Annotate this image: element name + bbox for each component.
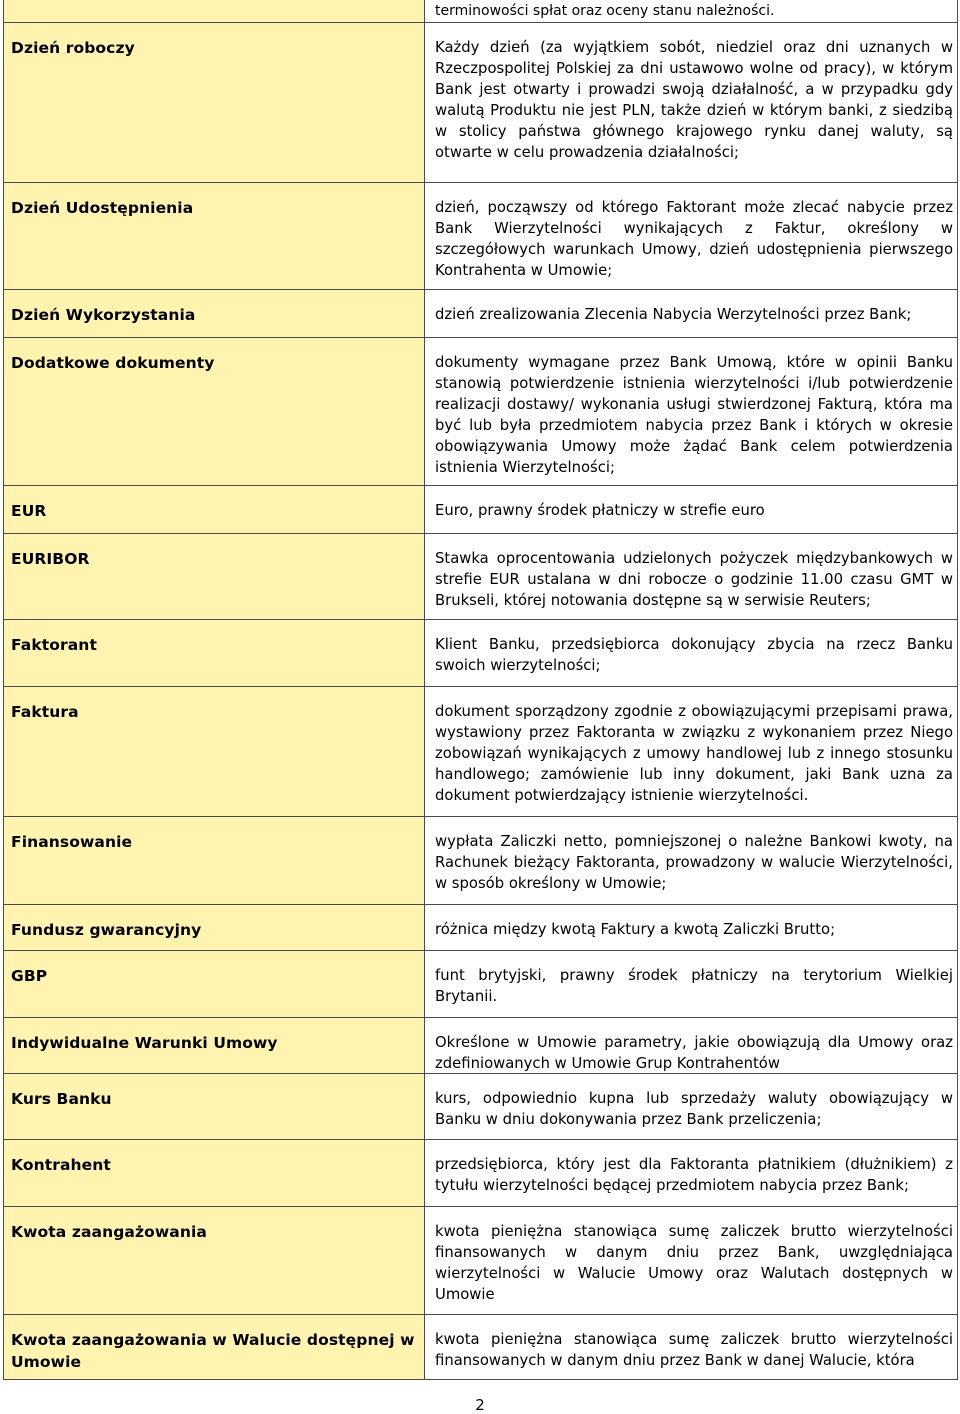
term: Fundusz gwarancyjny — [11, 921, 202, 939]
page-number: 2 — [475, 1396, 485, 1414]
term: Kwota zaangażowania — [11, 1223, 207, 1241]
definition: dzień zrealizowania Zlecenia Nabycia Werzytelności przez Bank; — [435, 306, 912, 323]
term: Faktura — [11, 703, 79, 721]
table-border — [3, 0, 958, 1380]
definition: Określone w Umowie parametry, jakie obowiązują dla Umowy oraz zdefiniowanych w Umowie Grup Kontrahentów — [435, 1034, 953, 1072]
definition: funt brytyjski, prawny środek płatniczy na terytorium Wielkiej Brytanii. — [435, 967, 953, 1005]
definition: Stawka oprocentowania udzielonych pożyczek międzybankowych w strefie EUR ustalana w dni robocze o godzinie 11.00 czasu GMT w Brukseli, której notowania dostępne są w serwisie Reuters; — [435, 550, 953, 609]
term: EURIBOR — [11, 550, 90, 568]
definition: dzień, począwszy od którego Faktorant może zlecać nabycie przez Bank Wierzytelności wynikających z Faktur, określony w szczegółowych warunkach Umowy, dzień udostępnienia pierwszego Kontrahenta w Umowie; — [435, 199, 953, 279]
term: Faktorant — [11, 636, 97, 654]
definition: Klient Banku, przedsiębiorca dokonujący zbycia na rzecz Banku swoich wierzytelności; — [435, 636, 953, 674]
definition: kurs, odpowiednio kupna lub sprzedaży waluty obowiązujący w Banku w dniu dokonywania przez Bank przeliczenia; — [435, 1090, 953, 1128]
term: Indywidualne Warunki Umowy — [11, 1034, 278, 1052]
term: Dzień Wykorzystania — [11, 306, 196, 324]
term: Dzień roboczy — [11, 39, 135, 57]
term: Kontrahent — [11, 1156, 111, 1174]
intro-text: terminowości spłat oraz oceny stanu należności. — [435, 3, 775, 19]
term: EUR — [11, 502, 47, 520]
term: Finansowanie — [11, 833, 133, 851]
definition: dokument sporządzony zgodnie z obowiązującymi przepisami prawa, wystawiony przez Faktoranta w związku z wykonaniem przez Niego zobowiązań wynikających z umowy handlowej lub z innego stosunku handlowego; zamówienie lub inny dokument, jaki Bank uzna za dokument potwierdzający istnienie wierzytelności. — [435, 703, 953, 804]
definition: Każdy dzień (za wyjątkiem sobót, niedziel oraz dni uznanych w Rzeczpospolitej Polskiej za dni ustawowo wolne od pracy), w którym Bank jest otwarty i prowadzi swoją działalność, a w przypadku gdy walutą Produktu nie jest PLN, także dzień w którym banki, z siedzibą w stolicy państwa głównego krajowego rynku danej waluty, są otwarte w celu prowadzenia działalności; — [435, 39, 953, 161]
term: Kwota zaangażowania w Walucie dostępnej w Umowie — [11, 1331, 415, 1371]
definition: kwota pieniężna stanowiąca sumę zaliczek brutto wierzytelności finansowanych w danym dniu przez Bank, uwzględniająca wierzytelności w Walucie Umowy oraz Walutach dostępnych w Umowie — [435, 1223, 953, 1303]
term: GBP — [11, 967, 48, 985]
definition: dokumenty wymagane przez Bank Umową, które w opinii Banku stanowią potwierdzenie istnienia wierzytelności i/lub potwierdzenie realizacji dostawy/ wykonania usługi stwierdzonej Fakturą, która ma być lub była przedmiotem nabycia przez Bank i których w okresie obowiązywania Umowy może żądać Bank celem potwierdzenia istnienia Wierzytelności; — [435, 354, 953, 476]
term: Dzień Udostępnienia — [11, 199, 194, 217]
definition: przedsiębiorca, który jest dla Faktoranta płatnikiem (dłużnikiem) z tytułu wierzytelności będącej przedmiotem nabycia przez Bank; — [435, 1156, 953, 1194]
definition: różnica między kwotą Faktury a kwotą Zaliczki Brutto; — [435, 921, 836, 938]
definition: wypłata Zaliczki netto, pomniejszonej o należne Bankowi kwoty, na Rachunek bieżący Faktoranta, prowadzony w walucie Wierzytelności, w sposób określony w Umowie; — [435, 833, 953, 892]
term: Kurs Banku — [11, 1090, 112, 1108]
definition: Euro, prawny środek płatniczy w strefie euro — [435, 502, 765, 519]
definition: kwota pieniężna stanowiąca sumę zaliczek brutto wierzytelności finansowanych w danym dniu przez Bank w danej Walucie, która — [435, 1331, 953, 1369]
term: Dodatkowe dokumenty — [11, 354, 215, 372]
